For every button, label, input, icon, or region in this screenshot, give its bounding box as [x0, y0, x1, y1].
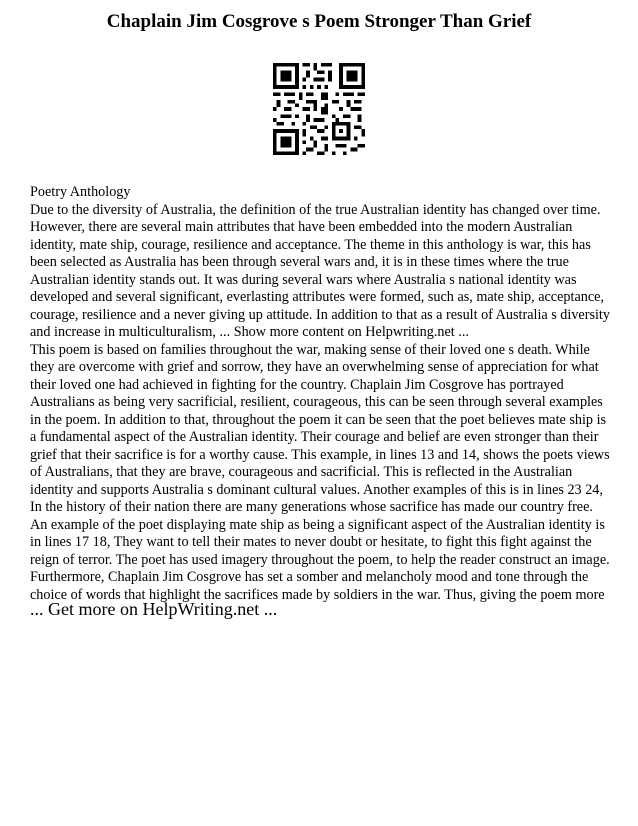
document-title: Chaplain Jim Cosgrove s Poem Stronger Than Grief: [106, 11, 532, 32]
get-more-link[interactable]: ... Get more on HelpWriting.net ...: [30, 599, 278, 619]
qr-code-icon[interactable]: [273, 63, 365, 155]
section-heading: Poetry Anthology: [30, 184, 131, 200]
paragraph-1: Due to the diversity of Australia, the definition of the true Australian identity has changed over time. However, there are several main attributes that have been embedded into the modern Australian identity, mate ship, courage, resilience and acceptance. The theme in this anthology is war, this has been selected as Australia has been through several wars and, it is in these times where the true Australian identity stands out. It was during several wars where Australia s national identity was developed and several significant, everlasting attributes were formed, such as, mate ship, acceptance, courage, resilience and a never giving up attitude. In addition to that as a result of Australia s diversity and increase in multiculturalism, ... Show more content on Helpwriting.net ...: [30, 201, 610, 340]
document-body: [30, 184, 610, 604]
paragraph-2: This poem is based on families throughout the war, making sense of their loved one s death. While they are overcome with grief and sorrow, they have an overwhelming sense of appreciation for what their loved one had achieved in fighting for the country. Chaplain Jim Cosgrove has portrayed Australians as being very sacrificial, resilient, courageous, this can be seen through several examples in the poem. In addition to that, throughout the poem it can be seen that the poet believes mate ship is a fundamental aspect of the Australian identity. Their courage and belief are even stronger than their grief that their sacrifice is for a worthy cause. This example, in lines 13 and 14, shows the poets views of Australians, that they are brave, courageous and sacrificial. This is reflected in the Australian identity and supports Australia s dominant cultural values. Another examples of this is in lines 23 24, In the history of their nation there are many generations whose sacrifice has made our country free. An example of the poet displaying mate ship as being a significant aspect of the Australian identity is in lines 17 18, They want to tell their mates to never doubt or hesitate, to fight this fight against the reign of terror. The poet has used imagery throughout the poem, to help the reader construct an image. Furthermore, Chaplain Jim Cosgrove has set a somber and melancholy mood and tone through the choice of words that highlight the sacrifices made by soldiers in the war. Thus, giving the poem more: [30, 341, 610, 603]
